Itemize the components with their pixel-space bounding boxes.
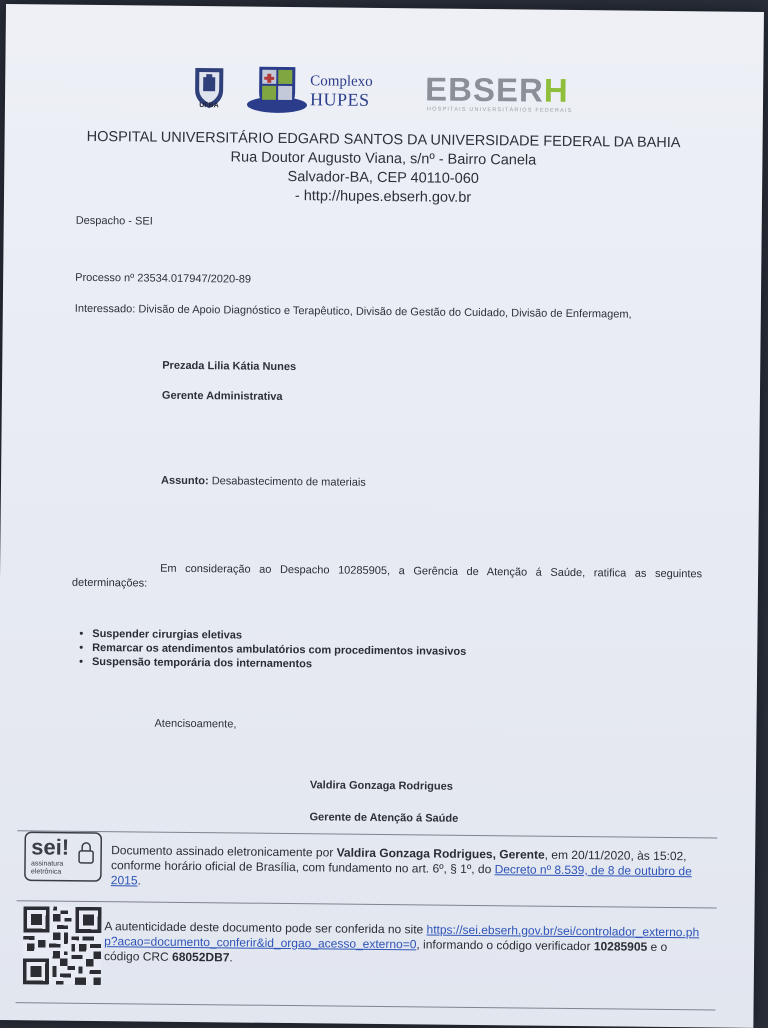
verification-link[interactable]: https://sei.ebserh.gov.br/sei/controlador_externo.php?acao=documento_conferir&id_orgao_acesso_externo=0 [104,922,700,952]
recipient-name: Prezada Lilia Kátia Nunes [162,359,297,374]
divider-middle [17,900,717,908]
signature-end: . [137,873,141,888]
divider-bottom [16,1002,716,1010]
list-item: • Suspensão temporária dos internamentos [79,655,466,673]
determinations-list [79,627,466,673]
closing: Atencisoamente, [154,717,237,731]
authenticity-pre: A autenticidade deste documento pode ser conferida no site [104,919,427,937]
logo-row [5,56,764,124]
subject-label: Assunto: [160,474,209,488]
header-city: Salvador-BA, CEP 40110-060 [287,168,479,187]
sei-logo-sub2: eletrônica [30,868,62,876]
decree-link[interactable]: Decreto nº 8.539, de 8 de outubro de 2015 [110,862,692,888]
recipient-role: Gerente Administrativa [161,389,283,403]
ebserh-logo-h: H [543,71,569,109]
hupes-shield-icon [245,65,310,116]
header-institution: HOSPITAL UNIVERSITÁRIO EDGARD SANTOS DA UNIVERSIDADE FEDERAL DA BAHIA [86,128,681,152]
header-address: Rua Doutor Augusto Viana, s/nº - Bairro Canela [230,149,537,169]
header-website: - http://hupes.ebserh.gov.br [294,188,472,206]
signature-notice [111,843,701,894]
hupes-title-line1: Complexo [310,73,373,90]
interested-parties: Interessado: Divisão de Apoio Diagnóstico e Terapêutico, Divisão de Gestão do Cuidado, Divisão de Enfermagem, [74,302,632,321]
sei-logo-text: sei! [31,834,70,860]
crc-code: 68052DB7 [172,949,230,965]
sei-logo-sub1: assinatura [30,860,64,868]
subject-value: Desabastecimento de materiais [211,475,366,489]
signature-name: Valdira Gonzaga Rodrigues, Gerente [336,845,545,862]
subject-line [161,475,366,489]
body-paragraph: Em consideração ao Despacho 10285905, a Gerência de Atenção á Saúde, ratifica as seguintes determinações: [71,562,703,590]
sei-logo-subtitle [31,860,63,876]
authenticity-mid2: e o código CRC [103,939,668,964]
signer-name: Valdira Gonzaga Rodrigues [309,779,453,793]
authenticity-mid: , informando o código verificador [416,937,594,954]
verifier-code: 10285905 [593,939,648,954]
authenticity-notice [104,919,704,970]
qr-code-icon [23,906,102,985]
process-number: Processo nº 23534.017947/2020-89 [75,271,252,286]
ebserh-logo-main: EBSER [424,70,545,109]
divider-top [17,830,717,838]
ufba-label: UFBA [199,102,219,110]
document-type: Despacho - SEI [75,214,153,228]
hupes-title-line2: HUPES [309,89,370,110]
authenticity-end: . [229,950,233,965]
signature-mid: , em 20/11/2020, às 15:02, conforme horário oficial de Brasília, com fundamento no art. 6º, § 1º, do [110,847,687,877]
document-page [0,4,764,1028]
list-item: • Suspender cirurgias eletivas [79,627,466,645]
ebserh-subtitle: HOSPITAIS UNIVERSITÁRIOS FEDERAIS [426,106,573,114]
sei-signature-logo [23,830,104,883]
list-item: • Remarcar os atendimentos ambulatórios com procedimentos invasivos [79,641,466,659]
ebserh-logo [425,70,569,110]
signer-role: Gerente de Atenção á Saúde [309,811,459,825]
signature-pre: Documento assinado eletronicamente por [111,843,337,860]
